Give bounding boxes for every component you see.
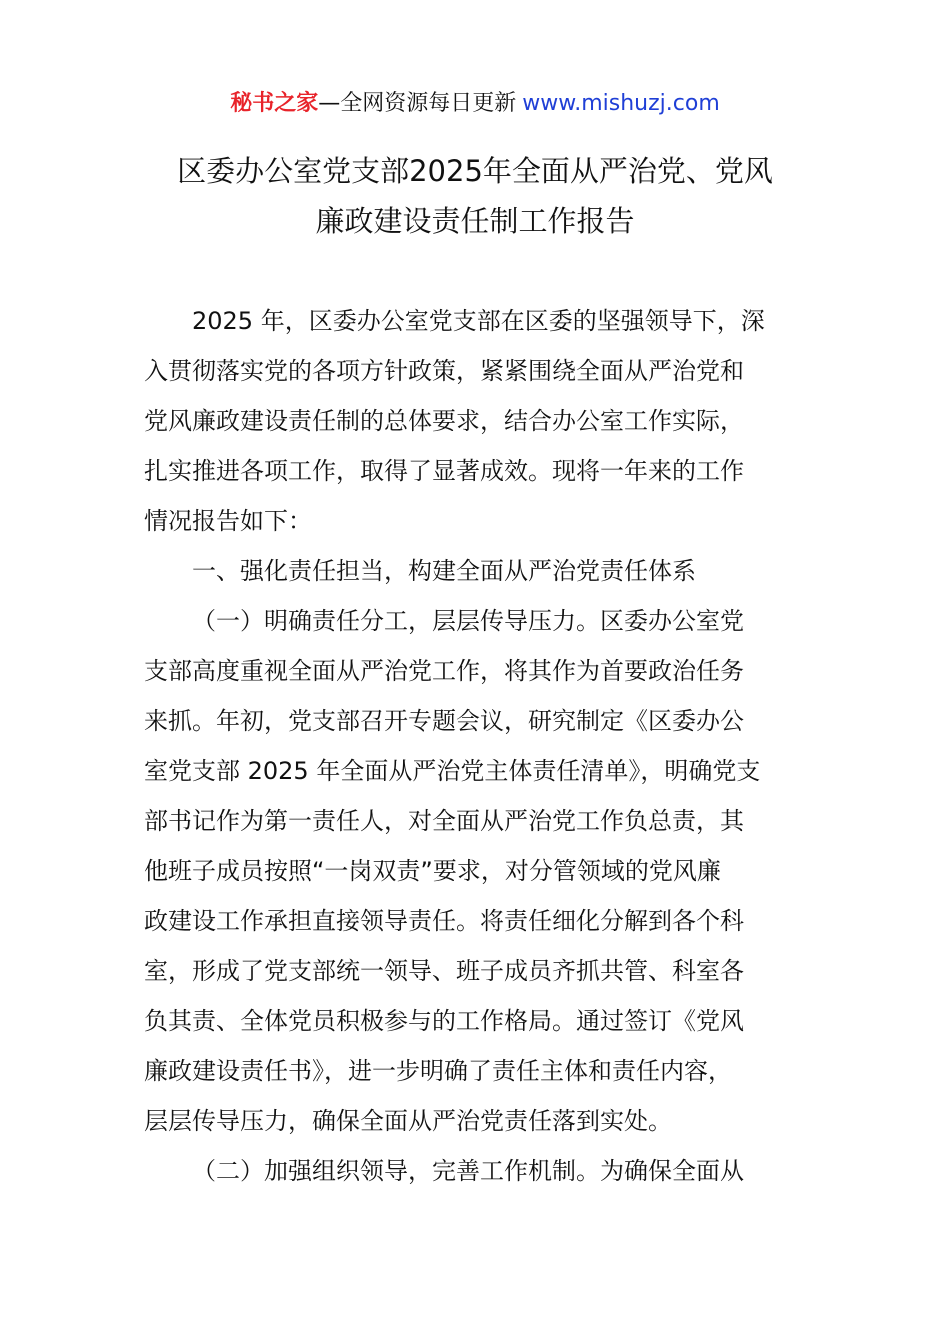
intro-line: 扎实推进各项工作，取得了显著成效。现将一年来的工作 — [144, 457, 744, 485]
paragraph-line: 来抓。年初，党支部召开专题会议，研究制定《区委办公 — [144, 707, 744, 735]
paragraph-line: （二）加强组织领导，完善工作机制。为确保全面从 — [192, 1157, 744, 1185]
paragraph-line: （一）明确责任分工，层层传导压力。区委办公室党 — [192, 607, 744, 635]
paragraph-line: 政建设工作承担直接领导责任。将责任细化分解到各个科 — [144, 907, 744, 935]
site-header — [0, 86, 950, 122]
paragraph-line: 部书记作为第一责任人，对全面从严治党工作负总责，其 — [144, 807, 744, 835]
paragraph-line: 他班子成员按照“一岗双责”要求，对分管领域的党风廉 — [144, 857, 721, 885]
paragraph-line: 室党支部 2025 年全面从严治党主体责任清单》，明确党支 — [144, 757, 761, 785]
paragraph-line: 支部高度重视全面从严治党工作，将其作为首要政治任务 — [144, 657, 744, 685]
document-body — [144, 296, 808, 1196]
document-title — [100, 146, 850, 246]
section-heading-1: 一、强化责任担当，构建全面从严治党责任体系 — [192, 557, 696, 585]
title-line-2: 廉政建设责任制工作报告 — [315, 204, 635, 238]
brand-name: 秘书之家 — [230, 91, 319, 116]
header-tagline: —全网资源每日更新 — [318, 91, 517, 116]
subsection-1-paragraph — [144, 596, 808, 1146]
intro-line: 党风廉政建设责任制的总体要求，结合办公室工作实际， — [144, 407, 744, 435]
subsection-2-paragraph — [144, 1146, 808, 1196]
paragraph-line: 层层传导压力，确保全面从严治党责任落到实处。 — [144, 1107, 672, 1135]
paragraph-line: 廉政建设责任书》，进一步明确了责任主体和责任内容， — [144, 1057, 732, 1085]
intro-line: 情况报告如下： — [144, 507, 312, 535]
intro-line: 入贯彻落实党的各项方针政策，紧紧围绕全面从严治党和 — [144, 357, 744, 385]
intro-line: 2025 年，区委办公室党支部在区委的坚强领导下，深 — [192, 307, 765, 335]
title-line-1: 区委办公室党支部2025年全面从严治党、党风 — [177, 154, 773, 188]
site-url-link[interactable]: www.mishuzj.com — [522, 91, 720, 116]
paragraph-line: 室，形成了党支部统一领导、班子成员齐抓共管、科室各 — [144, 957, 744, 985]
paragraph-line: 负其责、全体党员积极参与的工作格局。通过签订《党风 — [144, 1007, 744, 1035]
intro-paragraph — [144, 296, 808, 546]
